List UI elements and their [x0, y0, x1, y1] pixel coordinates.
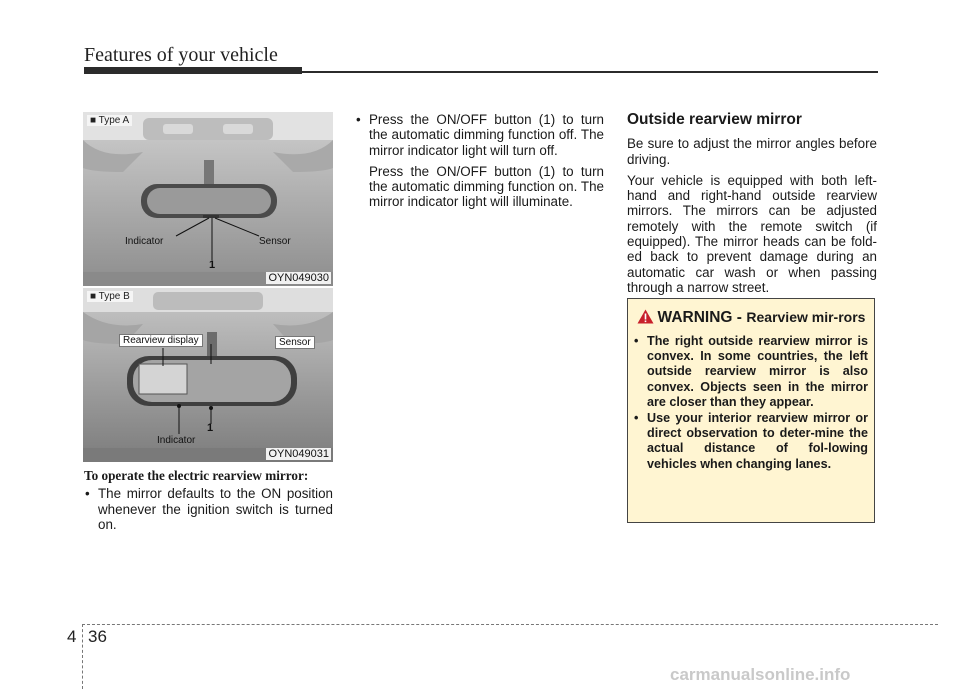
bullet-default-on: • The mirror defaults to the ON position whenever the ignition switch is turned on. — [84, 486, 333, 532]
operate-subheading: To operate the electric rearview mirror: — [84, 468, 309, 483]
warning-title: Rearview mir-rors — [746, 309, 866, 325]
para-turn-on: Press the ON/OFF button (1) to turn the automatic dimming function on. The mirror indicator light will illuminate. — [369, 163, 604, 210]
warning-item: • The right outside rearview mirror is convex. In some countries, the left outside rearview mirror is also convex. Objects seen in the mirror are closer than they appear. — [634, 334, 868, 410]
button-number-b: 1 — [207, 422, 214, 434]
page-header-title: Features of your vehicle — [84, 44, 278, 66]
sensor-callout-b: Sensor — [275, 336, 315, 349]
type-a-label: ■ Type A — [87, 115, 132, 126]
indicator-callout-b: Indicator — [157, 435, 196, 446]
chapter-number: 4 — [67, 627, 77, 646]
footer-rule — [82, 624, 938, 625]
figure-code-b: OYN049031 — [268, 448, 329, 460]
bullet-turn-off: • Press the ON/OFF button (1) to turn the automatic dimming function off. The mirror indicator light will turn off. — [355, 112, 604, 158]
footer-divider — [82, 624, 83, 689]
figure-code-a: OYN049030 — [268, 272, 329, 284]
column-2 — [355, 112, 604, 210]
warning-list — [634, 334, 868, 472]
warning-item: • Use your interior rearview mirror or direct observation to deter-mine the actual distance of fol-lowing vehicles when changing lanes. — [634, 411, 868, 472]
watermark: carmanualsonline.info — [670, 665, 851, 684]
button-number-a: 1 — [209, 259, 216, 271]
rearview-display-callout: Rearview display — [119, 334, 203, 347]
para-equipped: Your vehicle is equipped with both left-hand and right-hand outside rearview mirrors. The mirrors can be adjusted remotely with the remote switch (if equipped). The mirror heads can be fold-ed back to prevent damage during an automatic car wash or when passing through a narrow street. — [627, 172, 877, 295]
warning-box — [627, 298, 875, 523]
mirror-type-a-illustration — [83, 112, 333, 286]
column-3 — [627, 112, 877, 301]
header-bar — [84, 67, 302, 74]
sensor-callout-a: Sensor — [259, 236, 291, 247]
para-adjust-angles: Be sure to adjust the mirror angles before driving. — [627, 136, 877, 167]
page-number: 36 — [88, 627, 107, 646]
header-rule — [302, 71, 878, 73]
mirror-type-b-illustration — [83, 288, 333, 462]
warning-word: WARNING - — [657, 309, 742, 326]
outside-mirror-heading: Outside rearview mirror — [627, 111, 802, 128]
indicator-callout-a: Indicator — [125, 236, 164, 247]
figure-type-b — [83, 288, 333, 462]
type-b-label: ■ Type B — [87, 291, 133, 302]
warning-triangle-icon — [637, 309, 654, 324]
figure-type-a — [83, 112, 333, 286]
column-1 — [84, 468, 333, 532]
warning-heading — [628, 309, 874, 326]
